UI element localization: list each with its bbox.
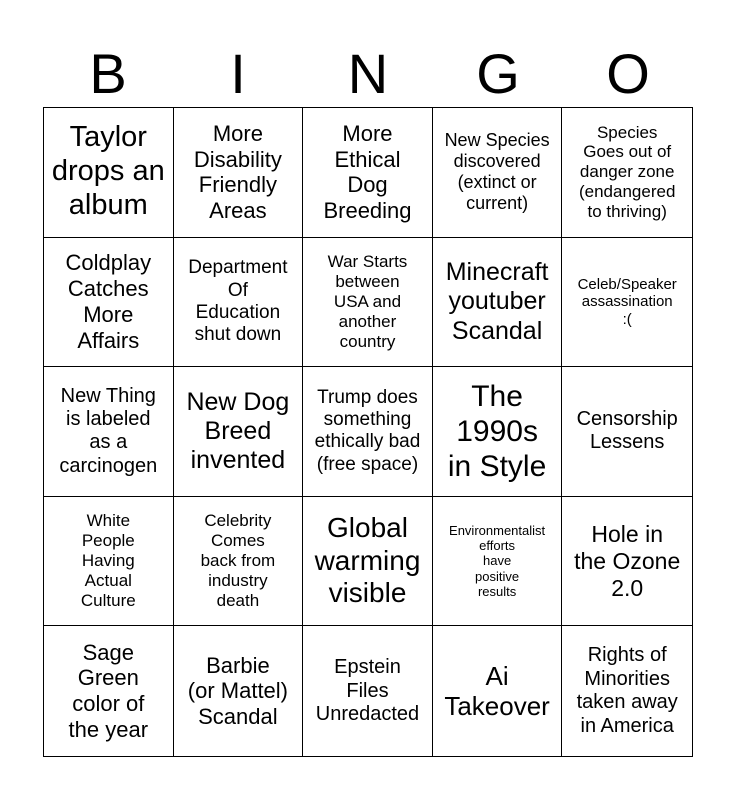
bingo-board (43, 107, 693, 757)
bingo-cell[interactable]: Species Goes out of danger zone (endangered to thriving) (562, 108, 692, 238)
bingo-cell[interactable]: Environmentalist efforts have positive results (433, 497, 563, 627)
bingo-cell[interactable]: Celeb/Speaker assassination :( (562, 238, 692, 368)
bingo-cell-free-space[interactable]: Trump does something ethically bad (free space) (303, 367, 433, 497)
bingo-cell[interactable]: More Ethical Dog Breeding (303, 108, 433, 238)
bingo-cell[interactable]: More Disability Friendly Areas (174, 108, 304, 238)
bingo-cell[interactable]: Barbie (or Mattel) Scandal (174, 626, 304, 756)
header-letter-b: B (89, 42, 127, 105)
header-letter-o: O (606, 42, 650, 105)
bingo-header (43, 40, 693, 108)
bingo-cell[interactable]: New Species discovered (extinct or current) (433, 108, 563, 238)
bingo-cell[interactable]: Celebrity Comes back from industry death (174, 497, 304, 627)
bingo-cell[interactable]: Hole in the Ozone 2.0 (562, 497, 692, 627)
bingo-cell[interactable]: Taylor drops an album (44, 108, 174, 238)
bingo-cell[interactable]: Department Of Education shut down (174, 238, 304, 368)
bingo-cell[interactable]: White People Having Actual Culture (44, 497, 174, 627)
bingo-cell[interactable]: Censorship Lessens (562, 367, 692, 497)
bingo-cell[interactable]: New Dog Breed invented (174, 367, 304, 497)
header-letter-g: G (476, 42, 520, 105)
bingo-cell[interactable]: Minecraft youtuber Scandal (433, 238, 563, 368)
bingo-cell[interactable]: Sage Green color of the year (44, 626, 174, 756)
bingo-cell[interactable]: Coldplay Catches More Affairs (44, 238, 174, 368)
header-letter-n: N (347, 42, 389, 105)
bingo-cell[interactable]: Epstein Files Unredacted (303, 626, 433, 756)
bingo-cell[interactable]: Rights of Minorities taken away in America (576, 644, 678, 737)
bingo-cell[interactable]: The 1990s in Style (433, 367, 563, 497)
bingo-cell[interactable]: New Thing is labeled as a carcinogen (44, 367, 174, 497)
bingo-cell[interactable]: Ai Takeover (433, 626, 563, 756)
header-letter-i: I (230, 42, 246, 105)
bingo-cell[interactable]: Global warming visible (303, 497, 433, 627)
bingo-cell[interactable]: War Starts between USA and another country (303, 238, 433, 368)
